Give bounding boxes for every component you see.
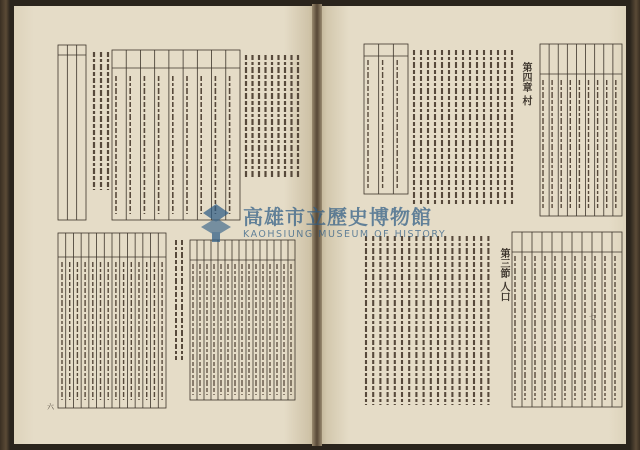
table-left-main bbox=[112, 50, 240, 220]
table-left-small bbox=[58, 45, 86, 220]
left-page-number: 六 bbox=[47, 403, 54, 411]
right-page-number: 七 bbox=[589, 313, 596, 321]
section-heading-1: 第四章 村 bbox=[520, 62, 531, 106]
watermark-title: 高雄市立歷史博物館 bbox=[243, 204, 432, 229]
watermark-subtitle: KAOHSIUNG MUSEUM OF HISTORY bbox=[243, 228, 447, 240]
section-heading-2: 第三節 人口 bbox=[498, 248, 509, 302]
museum-logo-icon bbox=[195, 202, 237, 244]
museum-watermark bbox=[195, 202, 446, 244]
table-right-small bbox=[364, 44, 408, 194]
